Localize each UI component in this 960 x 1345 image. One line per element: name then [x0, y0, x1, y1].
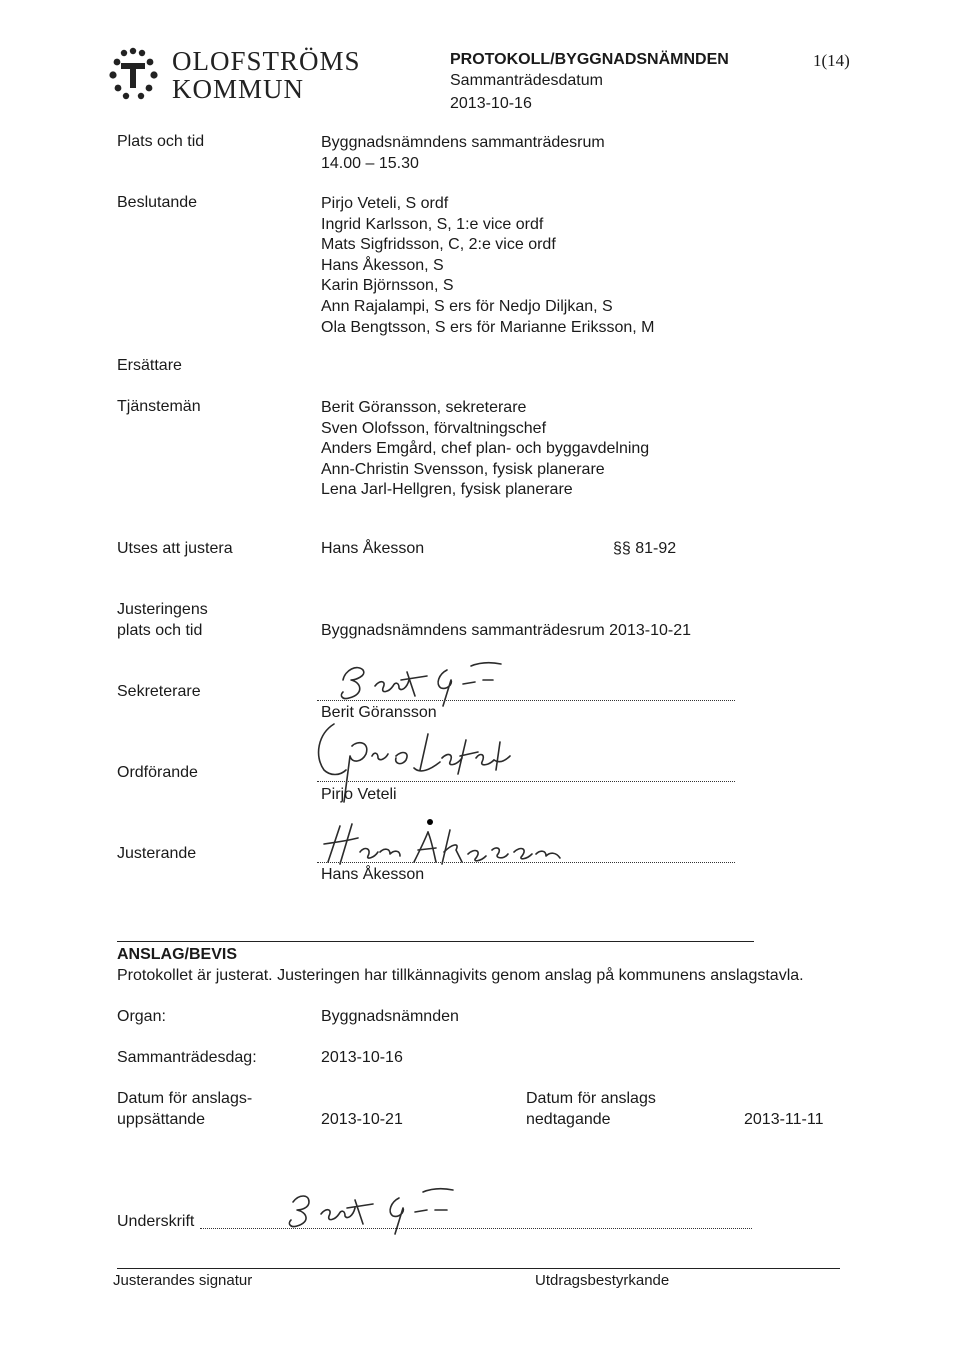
justering-label-2: plats och tid — [117, 622, 203, 639]
beslutande-label: Beslutande — [117, 194, 198, 211]
logo-emblem-icon — [104, 45, 162, 103]
utses-label: Utses att justera — [117, 540, 233, 557]
footer-certification-label: Utdragsbestyrkande — [535, 1272, 670, 1289]
plats-line: 14.00 – 15.30 — [321, 154, 419, 172]
sekreterare-name: Berit Göransson — [321, 704, 437, 721]
uppsattande-value: 2013-10-21 — [321, 1111, 403, 1128]
list-item: Karin Björnsson, S — [321, 277, 454, 295]
plats-line: Byggnadsnämndens sammanträdesrum — [321, 134, 605, 151]
sammantradesdag-value: 2013-10-16 — [321, 1049, 403, 1066]
list-item: Pirjo Veteli, S ordf — [321, 195, 449, 212]
uppsattande-label-2: uppsättande — [117, 1111, 206, 1128]
meeting-date: 2013-10-16 — [450, 95, 532, 112]
signature-line — [317, 700, 735, 701]
sammantradesdag-label: Sammanträdesdag: — [117, 1049, 257, 1066]
document-title: PROTOKOLL/BYGGNADSNÄMNDEN — [450, 51, 729, 68]
list-item: Sven Olofsson, förvaltningschef — [321, 419, 547, 437]
justerande-label: Justerande — [117, 845, 197, 862]
footer-divider — [117, 1268, 840, 1269]
sekreterare-label: Sekreterare — [117, 683, 201, 700]
logo-text-line2: KOMMUN — [172, 74, 305, 104]
organ-label: Organ: — [117, 1008, 166, 1025]
list-item: Ola Bengtsson, S ers för Marianne Eriksson, M — [321, 318, 655, 336]
list-item: Ann-Christin Svensson, fysisk planerare — [321, 460, 605, 478]
anslag-statement: Protokollet är justerat. Justeringen har tillkännagivits genom anslag på kommunens anslagstavla. — [117, 967, 804, 984]
utses-name: Hans Åkesson — [321, 540, 425, 557]
signature-line — [317, 862, 735, 863]
anslag-divider — [117, 941, 754, 942]
underskrift-label: Underskrift — [117, 1213, 195, 1230]
nedtagande-label-2: nedtagande — [526, 1111, 611, 1128]
utses-paragraphs: §§ 81-92 — [613, 540, 677, 557]
list-item: Hans Åkesson, S — [321, 256, 444, 274]
ersattare-label: Ersättare — [117, 357, 182, 374]
list-item: Ann Rajalampi, S ers för Nedjo Diljkan, S — [321, 297, 613, 315]
list-item: Berit Göransson, sekreterare — [321, 399, 527, 416]
ordforande-label: Ordförande — [117, 764, 198, 781]
justering-label-1: Justeringens — [117, 601, 208, 618]
organ-value: Byggnadsnämnden — [321, 1008, 459, 1025]
meeting-date-label: Sammanträdesdatum — [450, 72, 603, 89]
justering-value: Byggnadsnämndens sammanträdesrum 2013-10-21 — [321, 622, 691, 639]
plats-value — [321, 133, 605, 174]
logo-text-line1: OLOFSTRÖMS — [172, 46, 361, 76]
list-item: Mats Sigfridsson, C, 2:e vice ordf — [321, 236, 556, 254]
tjansteman-label: Tjänstemän — [117, 398, 201, 415]
list-item: Anders Emgård, chef plan- och byggavdelning — [321, 440, 650, 458]
signature-berit-icon — [335, 650, 545, 710]
anslag-heading: ANSLAG/BEVIS — [117, 946, 238, 963]
footer-signature-label: Justerandes signatur — [113, 1272, 253, 1289]
list-item: Lena Jarl-Hellgren, fysisk planerare — [321, 481, 573, 499]
signature-underskrift-icon — [285, 1180, 525, 1240]
beslutande-list — [321, 194, 654, 338]
list-item: Ingrid Karlsson, S, 1:e vice ordf — [321, 215, 544, 233]
uppsattande-label-1: Datum för anslags- — [117, 1090, 253, 1107]
page-number: 1(14) — [813, 51, 850, 70]
signature-line — [317, 781, 735, 782]
nedtagande-value: 2013-11-11 — [744, 1111, 824, 1128]
plats-label: Plats och tid — [117, 133, 205, 150]
ordforande-name: Pirjo Veteli — [321, 786, 397, 803]
justerande-name: Hans Åkesson — [321, 866, 425, 883]
tjansteman-list — [321, 398, 649, 501]
nedtagande-label-1: Datum för anslags — [526, 1090, 656, 1107]
